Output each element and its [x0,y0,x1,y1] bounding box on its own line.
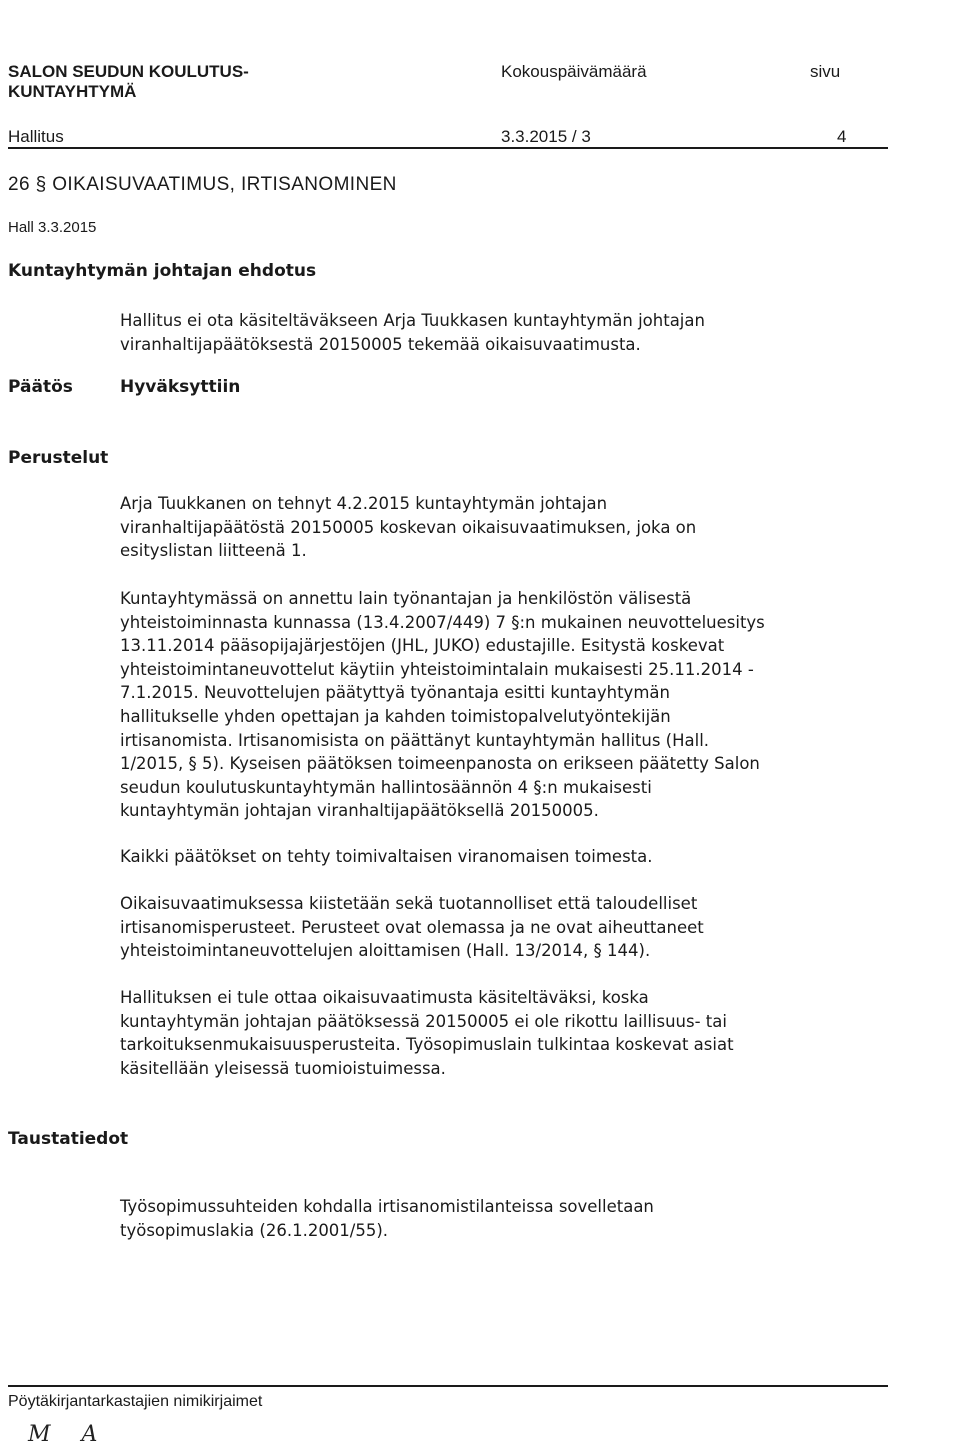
reasons-paragraph-1 [120,492,880,563]
decision-value: Hyväksyttiin [120,377,241,397]
meeting-date-label: Kokouspäivämäärä [501,62,647,81]
reasons-paragraph-4 [120,892,880,963]
governing-body: Hallitus [8,127,64,146]
text-line: viranhaltijapäätöstä 20150005 koskevan oikaisuvaatimuksen, joka on [120,517,697,537]
meeting-date: 3.3.2015 / 3 [501,127,591,146]
organization-name-line2: KUNTAYHTYMÄ [8,82,137,101]
handwritten-initials: M A [28,1422,110,1447]
proposal-heading: Kuntayhtymän johtajan ehdotus [8,261,317,281]
text-line: yhteistoimintaneuvottelut käytiin yhteistoimintalain mukaisesti 25.11.2014 - [120,659,754,679]
organization-name-line1: SALON SEUDUN KOULUTUS- [8,62,249,81]
text-line: työsopimuslakia (26.1.2001/55). [120,1220,389,1240]
meeting-reference: Hall 3.3.2015 [8,219,97,236]
text-line: Arja Tuukkanen on tehnyt 4.2.2015 kuntayhtymän johtajan [120,494,608,513]
text-line: Kaikki päätökset on tehty toimivaltaisen viranomaisen toimesta. [120,847,653,866]
decision-label: Päätös [8,377,73,397]
text-line: 1/2015, § 5). Kyseisen päätöksen toimeenpanosta on erikseen päätetty Salon [120,754,760,774]
text-line: seudun koulutuskuntayhtymän hallintosäännön 4 §:n mukaisesti [120,777,652,797]
text-line: 13.11.2014 pääsopijajärjestöjen (JHL, JUKO) edustajille. Esitystä koskevat [120,636,725,656]
text-line: Kuntayhtymässä on annettu lain työnantajan ja henkilöstön välisestä [120,589,692,608]
reasons-paragraph-5 [120,986,880,1080]
text-line: tarkoituksenmukaisuusperusteita. Työsopimuslain tulkintaa koskevat asiat [120,1035,734,1055]
text-line: viranhaltijapäätöksestä 20150005 tekemää oikaisuvaatimusta. [120,334,641,354]
reasons-paragraph-3 [120,845,880,869]
text-line: 7.1.2015. Neuvottelujen päätyttyä työnantaja esitti kuntayhtymän [120,683,670,703]
text-line: Työsopimussuhteiden kohdalla irtisanomistilanteissa sovelletaan [120,1197,654,1216]
reasons-paragraph-2 [120,587,880,823]
initials-label: Pöytäkirjantarkastajien nimikirjaimet [8,1393,263,1410]
section-title: 26 § OIKAISUVAATIMUS, IRTISANOMINEN [8,174,397,195]
text-line: irtisanomista. Irtisanomisista on päättänyt kuntayhtymän hallitus (Hall. [120,730,710,750]
header-rule [8,147,888,149]
text-line: yhteistoimintaneuvottelujen aloittamisen (Hall. 13/2014, § 144). [120,941,651,961]
page-label: sivu [810,62,841,81]
text-line: hallitukselle yhden opettajan ja kahden toimistopalvelutyöntekijän [120,706,671,726]
background-text [120,1195,880,1242]
text-line: esityslistan liitteenä 1. [120,541,307,561]
text-line: käsitellään yleisessä tuomioistuimessa. [120,1058,446,1078]
proposal-text [120,309,880,356]
reasons-heading: Perustelut [8,448,109,468]
text-line: yhteistoiminnasta kunnassa (13.4.2007/449) 7 §:n mukainen neuvotteluesitys [120,612,765,632]
text-line: kuntayhtymän johtajan päätöksessä 20150005 ei ole rikottu laillisuus- tai [120,1011,727,1031]
footer-rule [8,1385,888,1387]
organization-name [8,62,249,102]
text-line: Oikaisuvaatimuksessa kiistetään sekä tuotannolliset että taloudelliset [120,894,698,913]
text-line: Hallitus ei ota käsiteltäväkseen Arja Tuukkasen kuntayhtymän johtajan [120,311,705,330]
text-line: irtisanomisperusteet. Perusteet ovat olemassa ja ne ovat aiheuttaneet [120,917,704,937]
page-number: 4 [837,127,847,146]
background-heading: Taustatiedot [8,1129,129,1149]
text-line: Hallituksen ei tule ottaa oikaisuvaatimusta käsiteltäväksi, koska [120,988,649,1007]
text-line: kuntayhtymän johtajan viranhaltijapäätöksellä 20150005. [120,801,599,821]
